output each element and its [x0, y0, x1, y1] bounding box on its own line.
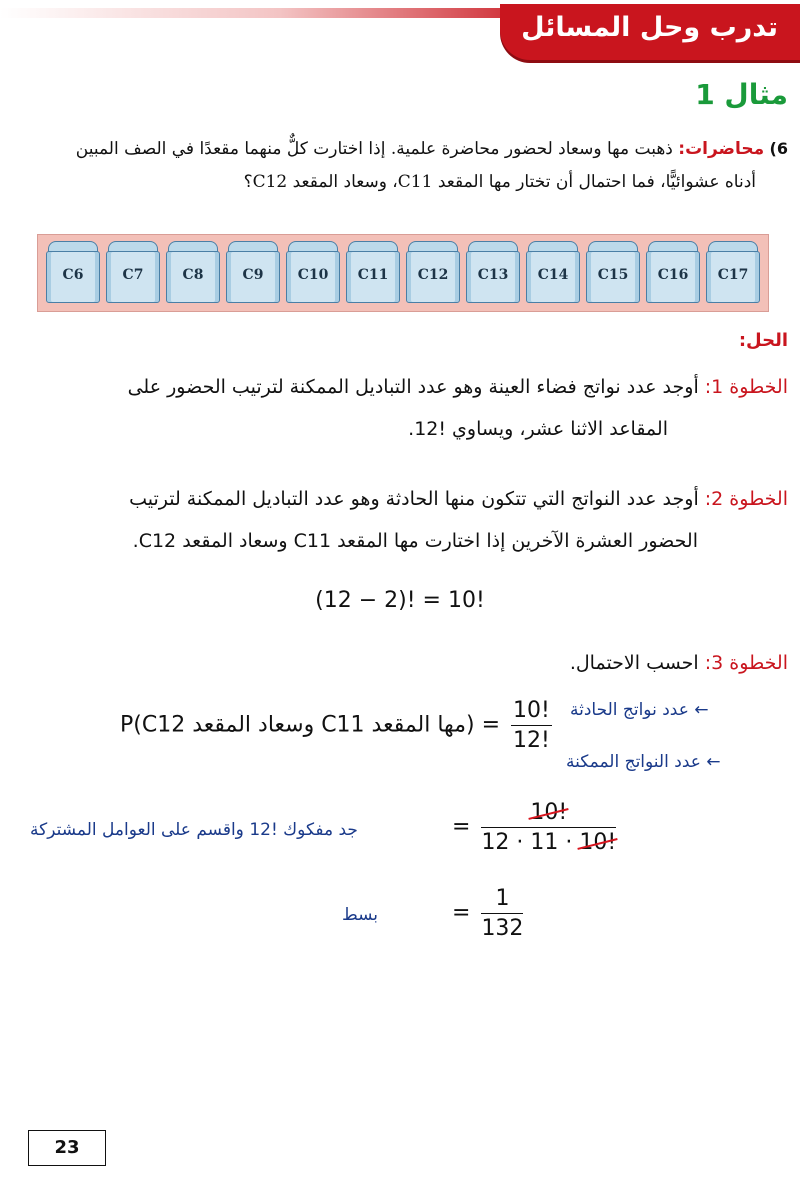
seat: [526, 241, 580, 305]
seat-label: C17: [717, 267, 749, 283]
solution-label: الحل:: [738, 330, 788, 351]
simplify-equation: [452, 800, 620, 855]
step-1-line-1: أوجد عدد نواتج فضاء العينة وهو عدد التباديل الممكنة لترتيب الحضور على: [127, 376, 699, 398]
seat-label: C7: [122, 267, 144, 283]
problem-line-2: أدناه عشوائيًّا، فما احتمال أن تختار مها المقعد C11، وسعاد المقعد C12؟: [243, 172, 756, 192]
seat-label: C16: [657, 267, 689, 283]
annot-simplify: بسط: [342, 905, 379, 925]
result-fraction: [481, 886, 523, 941]
probability-equation: [120, 698, 556, 753]
seat-label: C12: [417, 267, 449, 283]
prob-fraction: [511, 698, 552, 753]
annot-expand-factorial: جد مفكوك !12 واقسم على العوامل المشتركة: [30, 820, 358, 840]
problem-keyword: محاضرات:: [678, 139, 765, 159]
seat-label: C13: [477, 267, 509, 283]
problem-line-1: ذهبت مها وسعاد لحضور محاضرة علمية. إذا اختارت كلٌّ منهما مقعدًا في الصف المبين: [75, 139, 673, 159]
seat-label: C10: [297, 267, 329, 283]
seat-label: C15: [597, 267, 629, 283]
seat: [706, 241, 760, 305]
section-title: تدرب وحل المسائل: [521, 12, 778, 43]
prob-equals: =: [481, 712, 501, 738]
seat: [586, 241, 640, 305]
prob-p: P(C12: [120, 712, 193, 738]
step-2: [12, 478, 788, 562]
seat-label: C14: [537, 267, 569, 283]
seat: [646, 241, 700, 305]
prob-event-text: (مها المقعد C11 وسعاد المقعد: [192, 712, 475, 738]
step-3: [12, 642, 788, 684]
seats-row: [46, 241, 760, 305]
seat-label: C8: [182, 267, 204, 283]
cancelled-numerator: 10!: [530, 800, 568, 825]
annot-event-count: ← عدد نواتج الحادثة: [570, 700, 709, 720]
result-equals: =: [452, 900, 471, 926]
step-1: [12, 366, 788, 450]
seat-label: C6: [62, 267, 84, 283]
seat: [166, 241, 220, 305]
seat: [466, 241, 520, 305]
step-2-line-1: أوجد عدد النواتج التي تتكون منها الحادثة وهو عدد التباديل الممكنة لترتيب: [129, 488, 699, 510]
step-2-line-2: الحضور العشرة الآخرين إذا اختارت مها المقعد C11 وسعاد المقعد C12.: [132, 530, 698, 552]
seat: [226, 241, 280, 305]
result-denominator: 132: [481, 916, 524, 941]
page-number: 23: [28, 1130, 106, 1166]
simplify-denominator: [481, 828, 616, 855]
cancelled-denominator: 10!: [579, 830, 617, 855]
simplify-fraction: [481, 800, 616, 855]
step-3-name: الخطوة 3:: [704, 652, 788, 674]
problem-statement: [12, 132, 788, 199]
seats-figure: [37, 234, 769, 312]
example-title: مثال 1: [695, 78, 788, 111]
result-numerator: 1: [481, 886, 523, 914]
simplify-numerator: [481, 800, 616, 828]
problem-number: 6): [769, 139, 788, 158]
banner-decoration-line: [0, 8, 560, 18]
simplify-den-prefix: 12 · 11 ·: [481, 830, 580, 855]
section-banner: [500, 4, 800, 60]
seat: [286, 241, 340, 305]
prob-denominator: 12!: [513, 728, 550, 753]
result-equation: [452, 886, 527, 941]
step-3-text: احسب الاحتمال.: [569, 652, 699, 674]
step-1-line-2: المقاعد الاثنا عشر، ويساوي !12.: [408, 418, 668, 440]
step-1-name: الخطوة 1:: [704, 376, 788, 398]
seat: [46, 241, 100, 305]
step-2-name: الخطوة 2:: [704, 488, 788, 510]
prob-numerator: 10!: [511, 698, 552, 726]
seat-label: C11: [357, 267, 389, 283]
seat: [406, 241, 460, 305]
seat-label: C9: [242, 267, 264, 283]
annot-possible-count: ← عدد النواتج الممكنة: [566, 752, 721, 772]
permutation-formula: (12 − 2)! = 10!: [315, 588, 485, 613]
seat: [346, 241, 400, 305]
seat: [106, 241, 160, 305]
simplify-equals: =: [452, 814, 471, 840]
